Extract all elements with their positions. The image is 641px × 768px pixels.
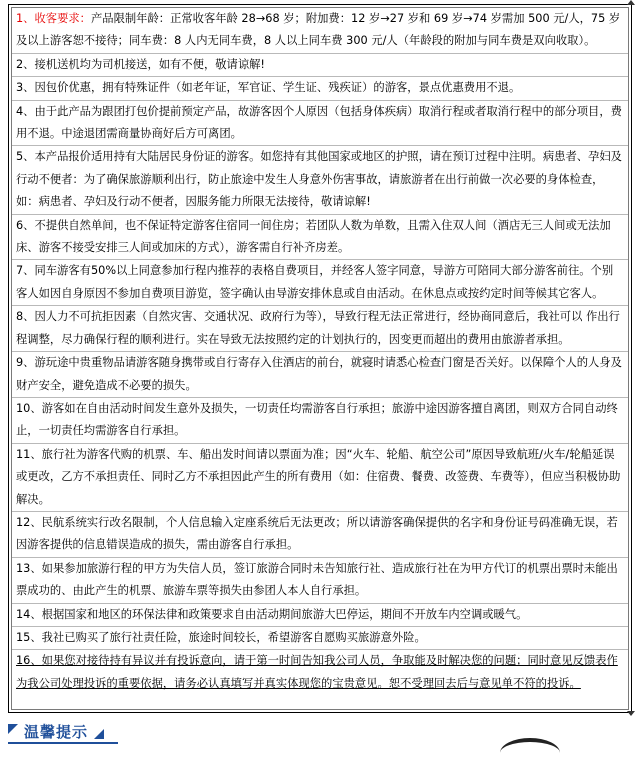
note-row: 12、民航系统实行改名限制，个人信息输入定座系统后无法更改；所以请游客确保提供的名字和身份证号码准确无误，若因游客提供的信息错误造成的损失，需由游客自行承担。 (12, 512, 628, 558)
note-row (12, 8, 628, 54)
note-1-text: 产品限制年龄：正常收客年龄 28→68 岁；附加费：12 岁→27 岁和 69 岁→74 岁需加 500 元/人，75 岁及以上游客恕不接待；同车费：8 人内无同车费，8 人以上同车费 300 元/人（年龄段的附加与同车费是双向收取）。 (16, 12, 621, 48)
notes-table (8, 4, 632, 713)
note-row: 2、接机送机均为司机接送，如有不便，敬请谅解! (12, 54, 628, 77)
note-row: 15、我社已购买了旅行社责任险，旅途时间较长，希望游客自愿购买旅游意外险。 (12, 627, 628, 650)
note-row-feedback: 16、如果您对接待持有异议并有投诉意向，请于第一时间告知我公司人员，争取能及时解决您的问题；同时意见反馈表作为我公司处理投诉的重要依据，请务必认真填写并真实体现您的宝贵意见。恕不受理回去后与意见单不符的投诉。 (16, 654, 618, 690)
warm-tip-title: 温馨提示 (24, 722, 89, 741)
notes-table-inner (11, 7, 629, 710)
scroll-down-icon[interactable] (627, 711, 635, 716)
note-row: 5、本产品报价适用持有大陆居民身份证的游客。如您持有其他国家或地区的护照，请在预订过程中注明。病患者、孕妇及行动不便者：为了确保旅游顺利出行，防止旅途中发生人身意外伤害事故，请旅游者在出行前做一次必要的身体检查，如：病患者、孕妇及行动不便者，因服务能力所限无法接待，敬请谅解! (12, 146, 628, 214)
note-row: 9、游玩途中贵重物品请游客随身携带或自行寄存入住酒店的前台，就寝时请悉心检查门窗是否关好。以保障个人的人身及财产安全，避免造成不必要的损失。 (12, 352, 628, 398)
scroll-up-icon[interactable] (627, 0, 635, 5)
warm-tip-header (8, 720, 104, 742)
note-row: 8、因人力不可抗拒因素（自然灾害、交通状况、政府行为等），导致行程无法正常进行，经协商同意后，我社可以 作出行程调整，尽力确保行程的顺利进行。实在导致无法按照约定的计划执行的，因变更而超出的费用由旅游者承担。 (12, 306, 628, 352)
note-row: 4、由于此产品为跟团打包价提前预定产品，故游客因个人原因（包括身体疾病）取消行程或者取消行程中的部分项目，费用不退。中途退团需商量协商好后方可离团。 (12, 101, 628, 147)
warm-tip-underline (8, 742, 118, 744)
note-row: 7、同车游客有50%以上同意参加行程内推荐的表格自费项目，并经客人签字同意，导游方可陪同大部分游客前往。个别客人如因自身原因不参加自费项目游览，签字确认由导游安排休息或自由活动。在休息点或按约定时间等候其它客人。 (12, 260, 628, 306)
note-row: 3、因包价优惠，拥有特殊证件（如老年证，军官证、学生证、残疾证）的游客，景点优惠费用不退。 (12, 77, 628, 100)
note-row: 10、游客如在自由活动时间发生意外及损失，一切责任均需游客自行承担；旅游中途因游客擅自离团，则双方合同自动终止，一切责任均需游客自行承担。 (12, 398, 628, 444)
note-row: 6、不提供自然单间，也不保证特定游客住宿同一间住房；若团队人数为单数，且需入住双人间（酒店无三人间或无法加床、游客不接受安排三人间或加床的方式），游客需自行补齐房差。 (12, 215, 628, 261)
triangle-left-icon (8, 724, 18, 734)
triangle-right-icon (94, 729, 104, 739)
note-1-label: 1、收客要求： (16, 12, 91, 25)
note-row: 14、根据国家和地区的环保法律和政策要求自由活动期间旅游大巴停运，期间不开放车内空调或暖气。 (12, 604, 628, 627)
note-row: 13、如果参加旅游行程的甲方为失信人员，签订旅游合同时未告知旅行社、造成旅行社在为甲方代订的机票出票时未能出票成功的、由此产生的机票、旅游车票等损失由参团人本人自行承担。 (12, 558, 628, 604)
partial-circle-icon (500, 738, 560, 768)
note-row: 11、旅行社为游客代购的机票、车、船出发时间请以票面为准；因“火车、轮船、航空公司”原因导致航班/火车/轮船延误或更改，乙方不承担责任、同时乙方不承担因此产生的所有费用（如：住宿费、餐费、改签费、车费等），但应当积极协助解决。 (12, 444, 628, 512)
